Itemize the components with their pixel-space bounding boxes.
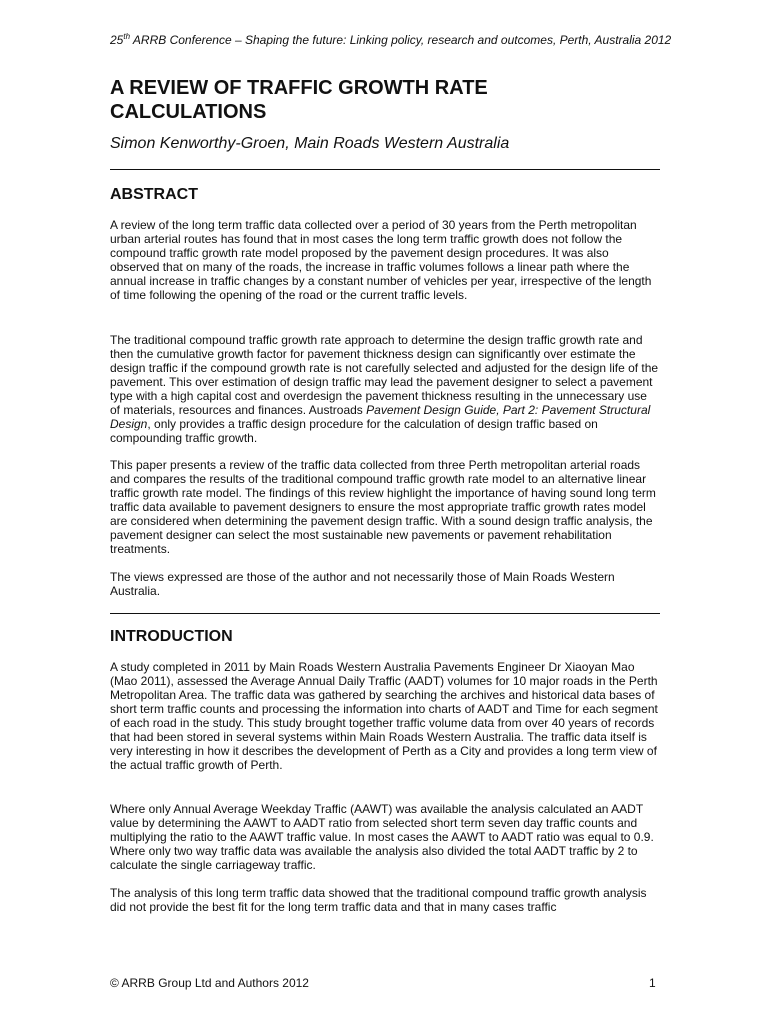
abstract-paragraph-3: This paper presents a review of the traffic data collected from three Perth metropolitan arterial roads and compares the results of the traditional compound traffic growth rate model to an alternative linear traffic growth rate model. The findings of this review highlight the importance of having sound long term traffic data available to pavement designers to ensure the most appropriate traffic growth rates model are considered when determining the pavement design traffic. With a sound design traffic analysis, the pavement designer can select the most sustainable new pavements or pavement rehabilitation treatments. (110, 458, 656, 556)
conference-header (110, 32, 670, 47)
introduction-paragraph-1: A study completed in 2011 by Main Roads Western Australia Pavements Engineer Dr Xiaoyan Mao (Mao 2011), assessed the Average Annual Daily Traffic (AADT) volumes for 10 major roads in the Perth Metropolitan Area. The traffic data was gathered by searching the archives and historical data bases of short term traffic counts and processing the information into charts of AADT and Time for each segment of each road in the study. This study brought together traffic volume data from over 40 years of records that had been stored in several systems within Main Roads Western Australia. The traffic data itself is very interesting in how it describes the development of Perth as a City and provides a long term view of the actual traffic growth of Perth. (110, 660, 658, 772)
conference-number: 25 (110, 33, 124, 47)
conference-details: ARRB Conference – Shaping the future: Linking policy, research and outcomes, Perth, Australia 2012 (130, 33, 672, 47)
abstract-heading: ABSTRACT (110, 186, 198, 203)
footer-copyright: © ARRB Group Ltd and Authors 2012 (110, 976, 309, 990)
abstract-paragraph-2-start: The traditional compound traffic growth rate approach to determine the design traffic growth rate and then the cumulative growth factor for pavement thickness design can significantly over estimate the design traffic if the compound growth rate is not carefully selected and adjusted for the design life of the pavement. This over estimation of design traffic may lead the pavement designer to select a pavement type with a high capital cost and overdesign the pavement thickness resulting in the unnecessary use of materials, resources and finances. Austroads (110, 333, 659, 417)
page-number: 1 (649, 976, 656, 990)
author-line: Simon Kenworthy-Groen, Main Roads Western Australia (110, 135, 510, 152)
paper-title-line-2: CALCULATIONS (110, 101, 267, 123)
introduction-paragraph-3: The analysis of this long term traffic data showed that the traditional compound traffic growth analysis did not provide the best fit for the long term traffic data and that in many cases traffic (110, 886, 647, 914)
abstract-paragraph-4: The views expressed are those of the author and not necessarily those of Main Roads Western Australia. (110, 570, 615, 598)
divider-middle (110, 613, 660, 614)
introduction-paragraph-2: Where only Annual Average Weekday Traffic (AAWT) was available the analysis calculated an AADT value by determining the AAWT to AADT ratio from selected short term seven day traffic counts and multiplying the ratio to the AAWT traffic value. In most cases the AAWT to AADT ratio was equal to 0.9. Where only two way traffic data was available the analysis also divided the total AADT traffic by 2 to calculate the single carriageway traffic. (110, 802, 654, 872)
paper-title-line-1: A REVIEW OF TRAFFIC GROWTH RATE (110, 77, 488, 99)
guide-title-italic: Pavement Design Guide, Part 2: Pavement Structural Design (110, 403, 651, 431)
abstract-paragraph-2-end: , only provides a traffic design procedure for the calculation of design traffic based on compounding traffic growth. (110, 417, 598, 445)
paper-title (110, 76, 670, 124)
abstract-paragraph-2 (110, 333, 660, 445)
abstract-paragraph-1: A review of the long term traffic data collected over a period of 30 years from the Perth metropolitan urban arterial routes has found that in most cases the long term traffic growth does not follow the compound traffic growth rate model proposed by the pavement design procedures. It was also observed that on many of the roads, the increase in traffic volumes follows a linear path where the annual increase in traffic changes by a constant number of vehicles per year, irrespective of the length of time following the opening of the road or the current traffic levels. (110, 218, 652, 302)
conference-ordinal: th (123, 32, 131, 41)
divider-top (110, 169, 660, 170)
introduction-heading: INTRODUCTION (110, 628, 233, 645)
